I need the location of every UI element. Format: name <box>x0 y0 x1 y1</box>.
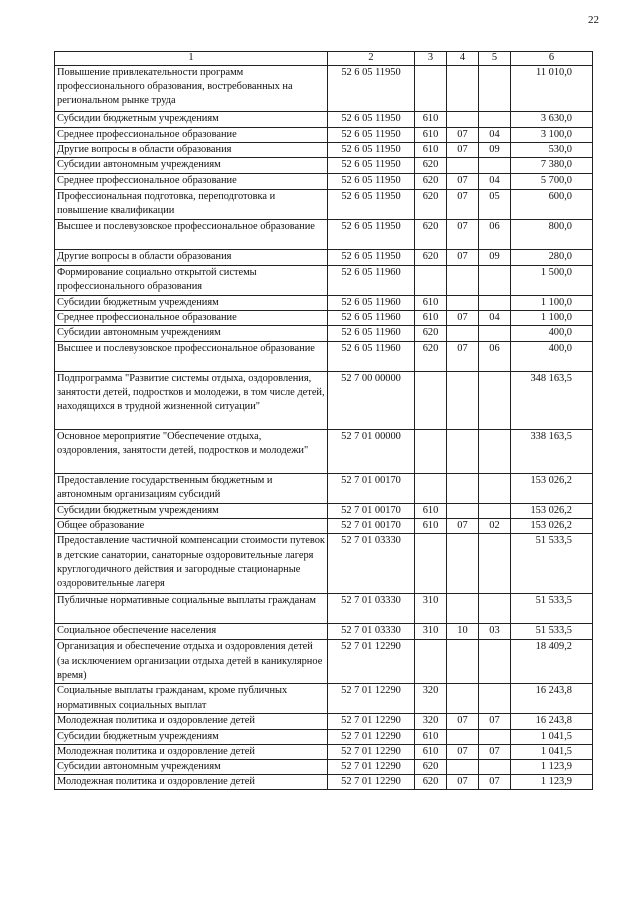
row-subsection-cell: 07 <box>479 775 511 790</box>
row-name-cell: Организация и обеспечение отдыха и оздоровления детей (за исключением организации отдыха детей в каникулярное время) <box>55 640 328 684</box>
table-row <box>55 158 593 174</box>
row-amount-cell: 530,0 <box>511 143 593 158</box>
table-row <box>55 534 593 594</box>
row-amount-cell: 3 100,0 <box>511 128 593 143</box>
row-section-cell <box>447 474 479 504</box>
row-subsection-cell <box>479 430 511 474</box>
table-row <box>55 430 593 474</box>
row-subsection-cell <box>479 594 511 624</box>
row-subsection-cell: 05 <box>479 189 511 219</box>
row-section-cell <box>447 684 479 714</box>
row-name-cell: Субсидии бюджетным учреждениям <box>55 295 328 310</box>
table-row <box>55 624 593 640</box>
row-section-cell: 07 <box>447 775 479 790</box>
column-header: 2 <box>328 52 415 66</box>
row-expense-type-cell: 610 <box>415 744 447 759</box>
table-row <box>55 174 593 189</box>
row-code-cell: 52 6 05 11950 <box>328 128 415 143</box>
row-section-cell <box>447 760 479 775</box>
row-subsection-cell: 04 <box>479 128 511 143</box>
row-subsection-cell <box>479 295 511 310</box>
table-row <box>55 714 593 729</box>
row-code-cell: 52 7 01 12290 <box>328 684 415 714</box>
row-expense-type-cell: 320 <box>415 684 447 714</box>
row-section-cell: 07 <box>447 310 479 325</box>
row-expense-type-cell: 620 <box>415 326 447 342</box>
row-amount-cell: 16 243,8 <box>511 684 593 714</box>
row-subsection-cell <box>479 640 511 684</box>
row-name-cell: Общее образование <box>55 519 328 534</box>
row-subsection-cell <box>479 504 511 519</box>
row-subsection-cell <box>479 534 511 594</box>
row-expense-type-cell: 620 <box>415 174 447 189</box>
row-section-cell: 07 <box>447 342 479 372</box>
table-row <box>55 128 593 143</box>
row-expense-type-cell <box>415 430 447 474</box>
row-code-cell: 52 7 01 12290 <box>328 729 415 744</box>
row-subsection-cell <box>479 760 511 775</box>
row-name-cell: Повышение привлекательности программ профессионального образования, востребованных на региональном рынке труда <box>55 66 328 112</box>
row-subsection-cell: 07 <box>479 744 511 759</box>
row-section-cell <box>447 372 479 430</box>
row-section-cell <box>447 295 479 310</box>
row-section-cell <box>447 158 479 174</box>
row-expense-type-cell: 310 <box>415 624 447 640</box>
row-expense-type-cell <box>415 474 447 504</box>
row-amount-cell: 400,0 <box>511 326 593 342</box>
row-subsection-cell: 04 <box>479 310 511 325</box>
row-subsection-cell <box>479 372 511 430</box>
row-expense-type-cell <box>415 265 447 295</box>
row-name-cell: Молодежная политика и оздоровление детей <box>55 714 328 729</box>
row-name-cell: Среднее профессиональное образование <box>55 310 328 325</box>
row-name-cell: Подпрограмма "Развитие системы отдыха, оздоровления, занятости детей, подростков и молодежи, в том числе детей, находящихся в трудной жизненной ситуации" <box>55 372 328 430</box>
row-code-cell: 52 7 01 12290 <box>328 744 415 759</box>
table-row <box>55 594 593 624</box>
row-code-cell: 52 6 05 11960 <box>328 295 415 310</box>
row-amount-cell: 1 041,5 <box>511 729 593 744</box>
row-amount-cell: 348 163,5 <box>511 372 593 430</box>
row-expense-type-cell <box>415 534 447 594</box>
row-subsection-cell <box>479 474 511 504</box>
row-subsection-cell: 06 <box>479 219 511 249</box>
row-subsection-cell <box>479 684 511 714</box>
row-section-cell <box>447 640 479 684</box>
row-amount-cell: 1 100,0 <box>511 295 593 310</box>
page-number: 22 <box>588 14 599 26</box>
row-amount-cell: 800,0 <box>511 219 593 249</box>
table-row <box>55 729 593 744</box>
row-code-cell: 52 7 01 03330 <box>328 534 415 594</box>
row-expense-type-cell: 620 <box>415 342 447 372</box>
row-section-cell: 07 <box>447 174 479 189</box>
row-name-cell: Молодежная политика и оздоровление детей <box>55 744 328 759</box>
row-expense-type-cell: 610 <box>415 310 447 325</box>
row-amount-cell: 153 026,2 <box>511 504 593 519</box>
row-section-cell <box>447 430 479 474</box>
row-amount-cell: 600,0 <box>511 189 593 219</box>
row-name-cell: Профессиональная подготовка, переподготовка и повышение квалификации <box>55 189 328 219</box>
row-section-cell <box>447 326 479 342</box>
row-subsection-cell <box>479 729 511 744</box>
row-amount-cell: 51 533,5 <box>511 624 593 640</box>
row-section-cell <box>447 66 479 112</box>
row-expense-type-cell: 310 <box>415 594 447 624</box>
row-amount-cell: 51 533,5 <box>511 594 593 624</box>
column-header: 1 <box>55 52 328 66</box>
row-code-cell: 52 7 00 00000 <box>328 372 415 430</box>
row-subsection-cell <box>479 326 511 342</box>
row-subsection-cell <box>479 158 511 174</box>
row-name-cell: Публичные нормативные социальные выплаты гражданам <box>55 594 328 624</box>
row-section-cell: 10 <box>447 624 479 640</box>
column-header: 6 <box>511 52 593 66</box>
row-code-cell: 52 6 05 11960 <box>328 265 415 295</box>
row-amount-cell: 400,0 <box>511 342 593 372</box>
table-row <box>55 112 593 128</box>
table-row <box>55 189 593 219</box>
row-subsection-cell: 06 <box>479 342 511 372</box>
column-header: 3 <box>415 52 447 66</box>
row-code-cell: 52 7 01 12290 <box>328 714 415 729</box>
table-row <box>55 760 593 775</box>
table-row <box>55 326 593 342</box>
row-amount-cell: 153 026,2 <box>511 519 593 534</box>
table-row <box>55 474 593 504</box>
row-expense-type-cell <box>415 640 447 684</box>
row-section-cell <box>447 729 479 744</box>
row-section-cell: 07 <box>447 189 479 219</box>
row-expense-type-cell: 320 <box>415 714 447 729</box>
row-name-cell: Формирование социально открытой системы профессионального образования <box>55 265 328 295</box>
row-code-cell: 52 7 01 00170 <box>328 474 415 504</box>
row-name-cell: Социальное обеспечение населения <box>55 624 328 640</box>
row-amount-cell: 1 100,0 <box>511 310 593 325</box>
row-code-cell: 52 7 01 12290 <box>328 640 415 684</box>
table-row <box>55 310 593 325</box>
row-code-cell: 52 6 05 11960 <box>328 326 415 342</box>
row-amount-cell: 11 010,0 <box>511 66 593 112</box>
row-code-cell: 52 6 05 11950 <box>328 219 415 249</box>
row-expense-type-cell: 610 <box>415 143 447 158</box>
table-row <box>55 342 593 372</box>
row-subsection-cell: 09 <box>479 249 511 265</box>
row-section-cell: 07 <box>447 714 479 729</box>
row-amount-cell: 18 409,2 <box>511 640 593 684</box>
row-subsection-cell <box>479 66 511 112</box>
row-amount-cell: 16 243,8 <box>511 714 593 729</box>
row-expense-type-cell: 620 <box>415 189 447 219</box>
table-row <box>55 265 593 295</box>
row-name-cell: Среднее профессиональное образование <box>55 128 328 143</box>
row-section-cell: 07 <box>447 744 479 759</box>
row-subsection-cell: 09 <box>479 143 511 158</box>
row-amount-cell: 7 380,0 <box>511 158 593 174</box>
row-code-cell: 52 7 01 00170 <box>328 504 415 519</box>
row-expense-type-cell: 610 <box>415 128 447 143</box>
table-row <box>55 504 593 519</box>
row-code-cell: 52 6 05 11950 <box>328 143 415 158</box>
table-row <box>55 744 593 759</box>
table-row <box>55 66 593 112</box>
row-code-cell: 52 6 05 11950 <box>328 189 415 219</box>
row-code-cell: 52 7 01 12290 <box>328 775 415 790</box>
table-row <box>55 519 593 534</box>
row-code-cell: 52 7 01 00000 <box>328 430 415 474</box>
row-section-cell <box>447 534 479 594</box>
table-row <box>55 372 593 430</box>
table-row <box>55 640 593 684</box>
row-name-cell: Субсидии автономным учреждениям <box>55 158 328 174</box>
column-header: 4 <box>447 52 479 66</box>
row-amount-cell: 1 041,5 <box>511 744 593 759</box>
row-expense-type-cell: 610 <box>415 729 447 744</box>
row-name-cell: Высшее и послевузовское профессиональное образование <box>55 219 328 249</box>
row-name-cell: Молодежная политика и оздоровление детей <box>55 775 328 790</box>
row-amount-cell: 280,0 <box>511 249 593 265</box>
row-section-cell: 07 <box>447 143 479 158</box>
table-row <box>55 249 593 265</box>
table-row <box>55 219 593 249</box>
row-subsection-cell: 07 <box>479 714 511 729</box>
row-name-cell: Высшее и послевузовское профессиональное образование <box>55 342 328 372</box>
budget-table <box>54 51 593 790</box>
row-amount-cell: 3 630,0 <box>511 112 593 128</box>
row-expense-type-cell: 620 <box>415 219 447 249</box>
row-section-cell <box>447 594 479 624</box>
row-name-cell: Предоставление частичной компенсации стоимости путевок в детские санатории, санаторные оздоровительные лагеря круглогодичного действия и загородные стационарные оздоровительные лагеря <box>55 534 328 594</box>
column-header: 5 <box>479 52 511 66</box>
row-subsection-cell <box>479 265 511 295</box>
row-expense-type-cell: 610 <box>415 519 447 534</box>
row-amount-cell: 51 533,5 <box>511 534 593 594</box>
row-amount-cell: 1 123,9 <box>511 775 593 790</box>
row-name-cell: Другие вопросы в области образования <box>55 249 328 265</box>
row-name-cell: Субсидии бюджетным учреждениям <box>55 504 328 519</box>
row-name-cell: Предоставление государственным бюджетным и автономным организациям субсидий <box>55 474 328 504</box>
row-code-cell: 52 7 01 03330 <box>328 594 415 624</box>
row-expense-type-cell <box>415 372 447 430</box>
row-name-cell: Субсидии автономным учреждениям <box>55 760 328 775</box>
row-code-cell: 52 6 05 11950 <box>328 174 415 189</box>
row-code-cell: 52 6 05 11960 <box>328 342 415 372</box>
row-subsection-cell: 04 <box>479 174 511 189</box>
row-code-cell: 52 6 05 11960 <box>328 310 415 325</box>
table-row <box>55 295 593 310</box>
row-code-cell: 52 6 05 11950 <box>328 66 415 112</box>
row-expense-type-cell: 620 <box>415 760 447 775</box>
row-expense-type-cell: 620 <box>415 249 447 265</box>
row-subsection-cell: 02 <box>479 519 511 534</box>
row-code-cell: 52 7 01 03330 <box>328 624 415 640</box>
row-code-cell: 52 7 01 12290 <box>328 760 415 775</box>
row-name-cell: Субсидии бюджетным учреждениям <box>55 112 328 128</box>
row-section-cell: 07 <box>447 249 479 265</box>
row-amount-cell: 5 700,0 <box>511 174 593 189</box>
row-subsection-cell <box>479 112 511 128</box>
row-code-cell: 52 6 05 11950 <box>328 112 415 128</box>
row-code-cell: 52 7 01 00170 <box>328 519 415 534</box>
row-name-cell: Другие вопросы в области образования <box>55 143 328 158</box>
row-section-cell <box>447 504 479 519</box>
row-amount-cell: 153 026,2 <box>511 474 593 504</box>
row-name-cell: Субсидии автономным учреждениям <box>55 326 328 342</box>
row-code-cell: 52 6 05 11950 <box>328 249 415 265</box>
row-code-cell: 52 6 05 11950 <box>328 158 415 174</box>
row-section-cell: 07 <box>447 519 479 534</box>
row-expense-type-cell: 610 <box>415 112 447 128</box>
row-expense-type-cell: 610 <box>415 504 447 519</box>
row-name-cell: Основное мероприятие "Обеспечение отдыха, оздоровления, занятости детей, подростков и молодежи" <box>55 430 328 474</box>
row-name-cell: Социальные выплаты гражданам, кроме публичных нормативных социальных выплат <box>55 684 328 714</box>
row-section-cell <box>447 112 479 128</box>
row-name-cell: Субсидии бюджетным учреждениям <box>55 729 328 744</box>
row-amount-cell: 1 500,0 <box>511 265 593 295</box>
table-row <box>55 143 593 158</box>
row-expense-type-cell <box>415 66 447 112</box>
row-section-cell <box>447 265 479 295</box>
table-body <box>55 66 593 790</box>
row-section-cell: 07 <box>447 219 479 249</box>
row-section-cell: 07 <box>447 128 479 143</box>
table-row <box>55 775 593 790</box>
table-row <box>55 684 593 714</box>
row-amount-cell: 1 123,9 <box>511 760 593 775</box>
row-expense-type-cell: 620 <box>415 775 447 790</box>
row-name-cell: Среднее профессиональное образование <box>55 174 328 189</box>
table-header-row <box>55 52 593 66</box>
row-expense-type-cell: 620 <box>415 158 447 174</box>
row-amount-cell: 338 163,5 <box>511 430 593 474</box>
row-expense-type-cell: 610 <box>415 295 447 310</box>
row-subsection-cell: 03 <box>479 624 511 640</box>
